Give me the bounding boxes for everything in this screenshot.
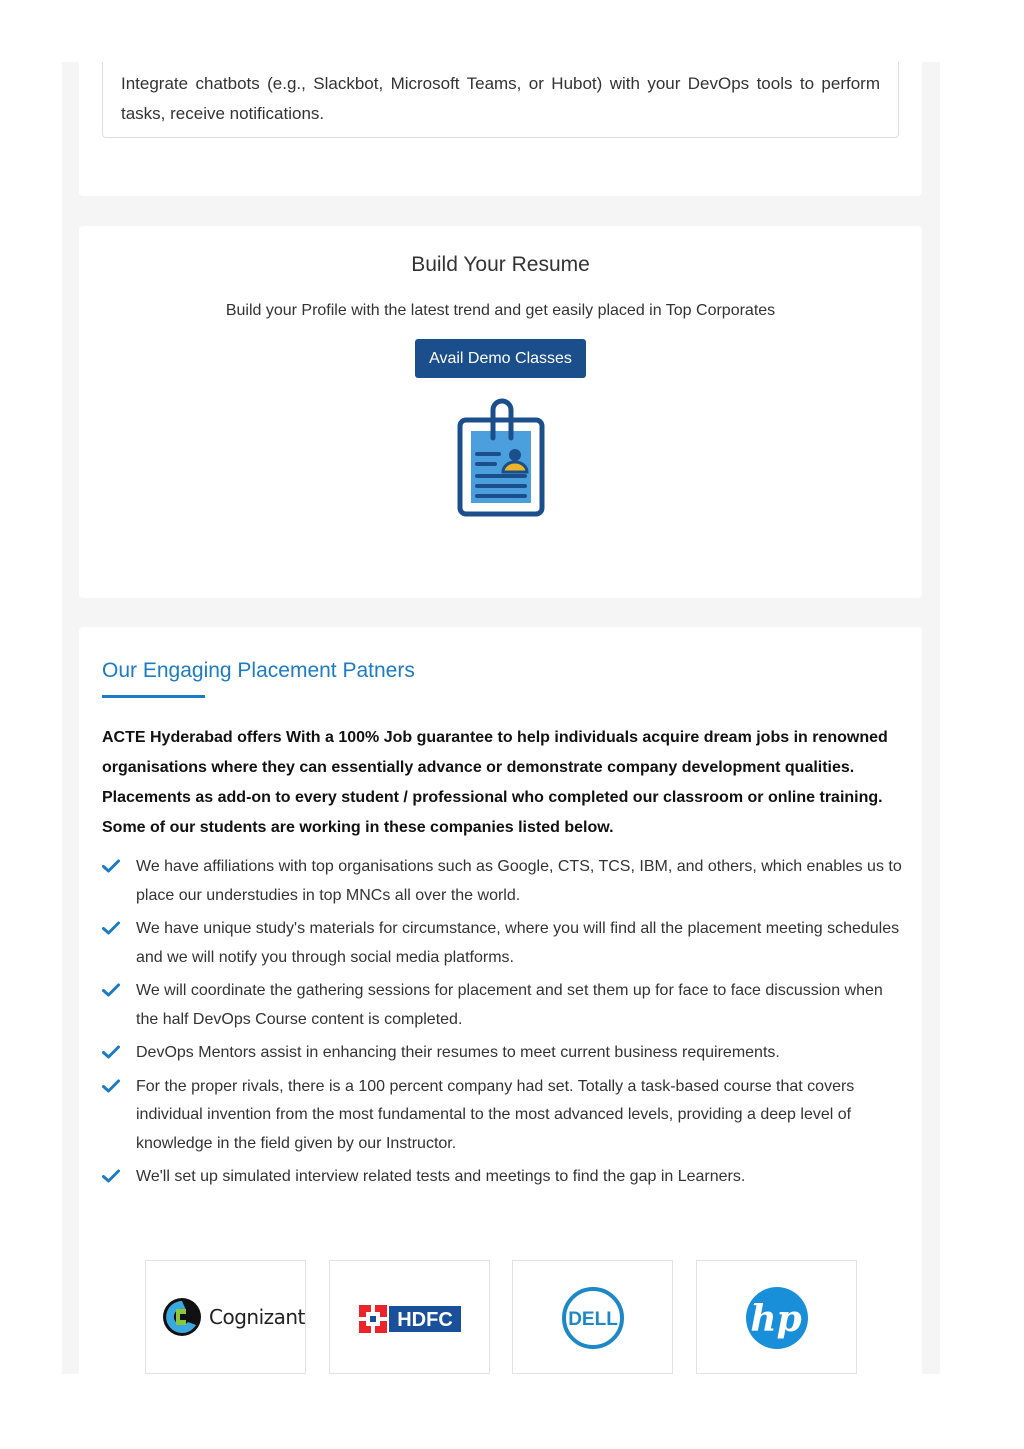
bullet-text: We have affiliations with top organisations such as Google, CTS, TCS, IBM, and others, which enables us to place our understudies in top MNCs all over the world. [136, 858, 902, 904]
resume-card [79, 226, 922, 598]
hdfc-wordmark: HDFC [397, 1309, 453, 1331]
check-icon [102, 983, 120, 997]
list-item [102, 1039, 902, 1068]
list-item [102, 1073, 902, 1159]
hp-mark-icon [697, 1261, 858, 1375]
placement-card [79, 627, 922, 1387]
resume-subtitle: Build your Profile with the latest trend and get easily placed in Top Corporates [225, 302, 776, 319]
check-icon [102, 859, 120, 873]
placement-title: Our Engaging Placement Patners [102, 659, 415, 682]
list-item [102, 853, 902, 910]
bullet-text: For the proper rivals, there is a 100 percent company had set. Totally a task-based course that covers individual invention from the most fundamental to the most advanced levels, providing a deep level of knowledge in the field given by our Instructor. [136, 1077, 855, 1152]
dell-mark-icon [513, 1261, 674, 1375]
bullet-text: DevOps Mentors assist in enhancing their resumes to meet current business requirements. [136, 1044, 780, 1061]
list-item [102, 1163, 902, 1192]
check-icon [102, 1079, 120, 1093]
hdfc-mark-icon [330, 1261, 491, 1375]
dell-wordmark: DELL [568, 1309, 618, 1330]
check-icon [102, 1045, 120, 1059]
resume-id-card-icon [457, 398, 547, 518]
bullet-text: We have unique study's materials for circumstance, where you will find all the placement meeting schedules and we will notify you through social media platforms. [136, 920, 900, 966]
placement-intro: ACTE Hyderabad offers With a 100% Job guarantee to help individuals acquire dream jobs in renowned organisations where they can essentially advance or demonstrate company development qualities. Placements as add-on to every student / professional who completed our classroom or online training. Some of our students are working in these companies listed below. [102, 729, 888, 836]
list-item [102, 915, 902, 972]
cognizant-logo [145, 1260, 306, 1374]
resume-title: Build Your Resume [411, 253, 590, 276]
check-icon [102, 921, 120, 935]
chatbot-card [79, 62, 922, 196]
hp-logo [696, 1260, 857, 1374]
title-underline [102, 695, 205, 698]
list-item [102, 977, 902, 1034]
bullet-text: We will coordinate the gathering sessions for placement and set them up for face to face discussion when the half DevOps Course content is completed. [136, 982, 883, 1028]
hp-wordmark: hp [750, 1298, 802, 1340]
bullet-text: We'll set up simulated interview related tests and meetings to find the gap in Learners. [136, 1168, 746, 1185]
avail-demo-classes-button[interactable]: Avail Demo Classes [415, 339, 586, 378]
dell-logo [512, 1260, 673, 1374]
chatbot-description: Integrate chatbots (e.g., Slackbot, Microsoft Teams, or Hubot) with your DevOps tools to perform tasks, receive notifications. [102, 62, 899, 138]
cognizant-wordmark: Cognizant [209, 1305, 305, 1329]
placement-bullet-list [102, 853, 902, 1197]
hdfc-logo [329, 1260, 490, 1374]
check-icon [102, 1169, 120, 1183]
